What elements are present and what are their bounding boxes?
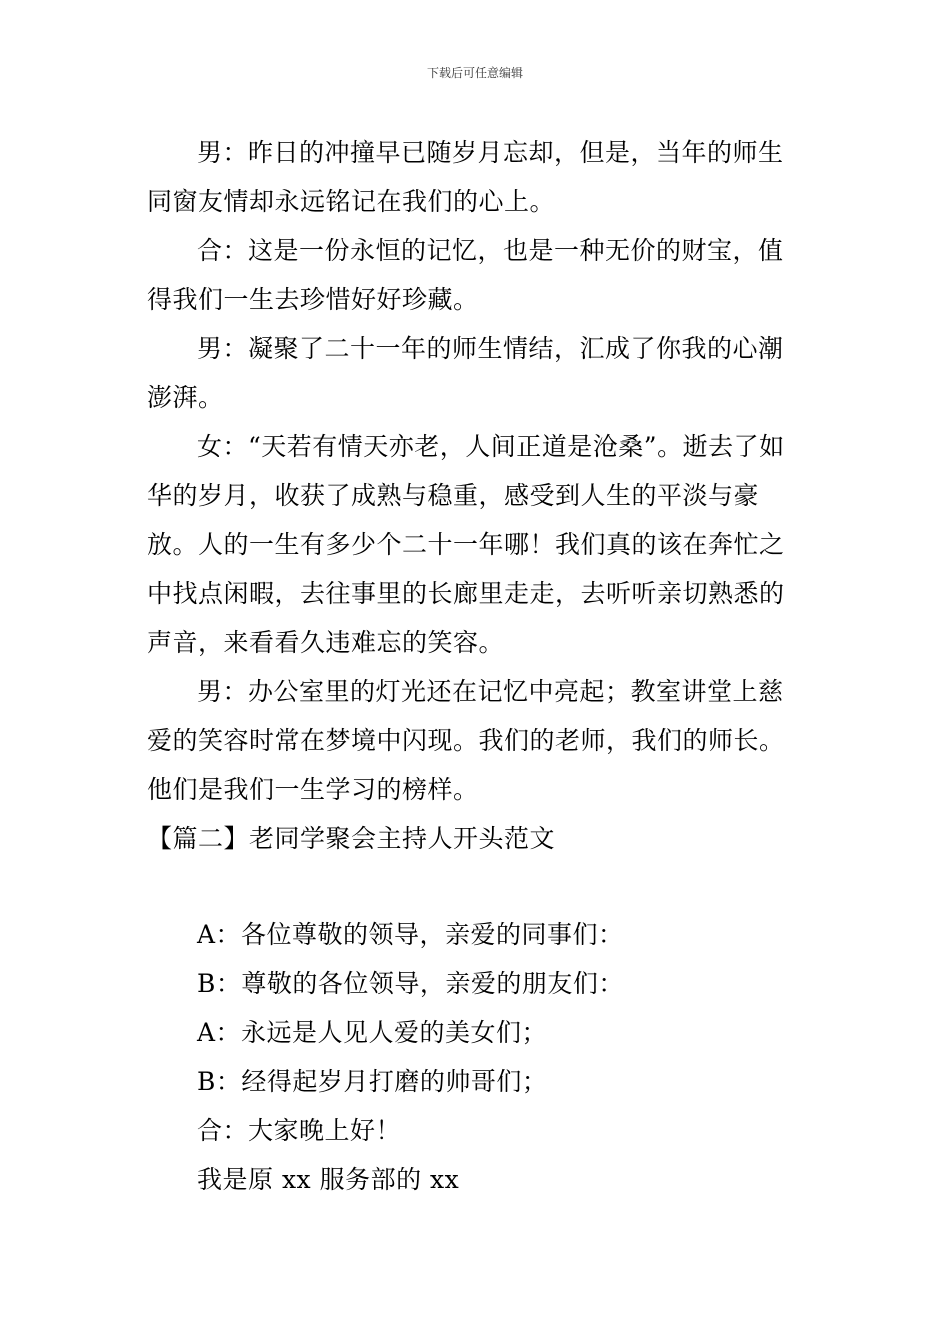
document-body <box>147 128 807 1204</box>
dialog-line-intro: 我是原 xx 服务部的 xx <box>197 1165 460 1194</box>
page-header: 下载后可任意编辑 <box>426 66 523 80</box>
paragraph-together: 合：这是一份永恒的记忆，也是一种无价的财宝，值得我们一生去珍惜好好珍藏。 <box>147 236 784 314</box>
paragraph-male-3: 男：办公室里的灯光还在记忆中亮起；教室讲堂上慈爱的笑容时常在梦境中闪现。我们的老师，我们的师长。他们是我们一生学习的榜样。 <box>147 677 785 804</box>
dialog-line-b-2: B：经得起岁月打磨的帅哥们； <box>197 1067 548 1096</box>
dialog-line-b-1: B：尊敬的各位领导，亲爱的朋友们： <box>197 969 624 998</box>
paragraph-male-1: 男：昨日的冲撞早已随岁月忘却，但是，当年的师生同窗友情却永远铭记在我们的心上。 <box>147 138 784 216</box>
paragraph-male-2: 男：凝聚了二十一年的师生情结，汇成了你我的心潮澎湃。 <box>147 334 784 412</box>
paragraph-female: 女：“天若有情天亦老，人间正道是沧桑”。逝去了如华的岁月，收获了成熟与稳重，感受到人生的平淡与豪放。人的一生有多少个二十一年哪！我们真的该在奔忙之中找点闲暇，去往事里的长廊里走走，去听听亲切熟悉的声音，来看看久违难忘的笑容。 <box>147 432 785 657</box>
dialog-line-a-2: A：永远是人见人爱的美女们； <box>197 1018 548 1047</box>
section-title: 【篇二】老同学聚会主持人开头范文 <box>147 824 556 853</box>
dialog-line-a-1: A：各位尊敬的领导，亲爱的同事们： <box>197 920 624 949</box>
dialog-line-together: 合：大家晚上好！ <box>197 1116 402 1145</box>
section-spacer <box>147 863 807 910</box>
